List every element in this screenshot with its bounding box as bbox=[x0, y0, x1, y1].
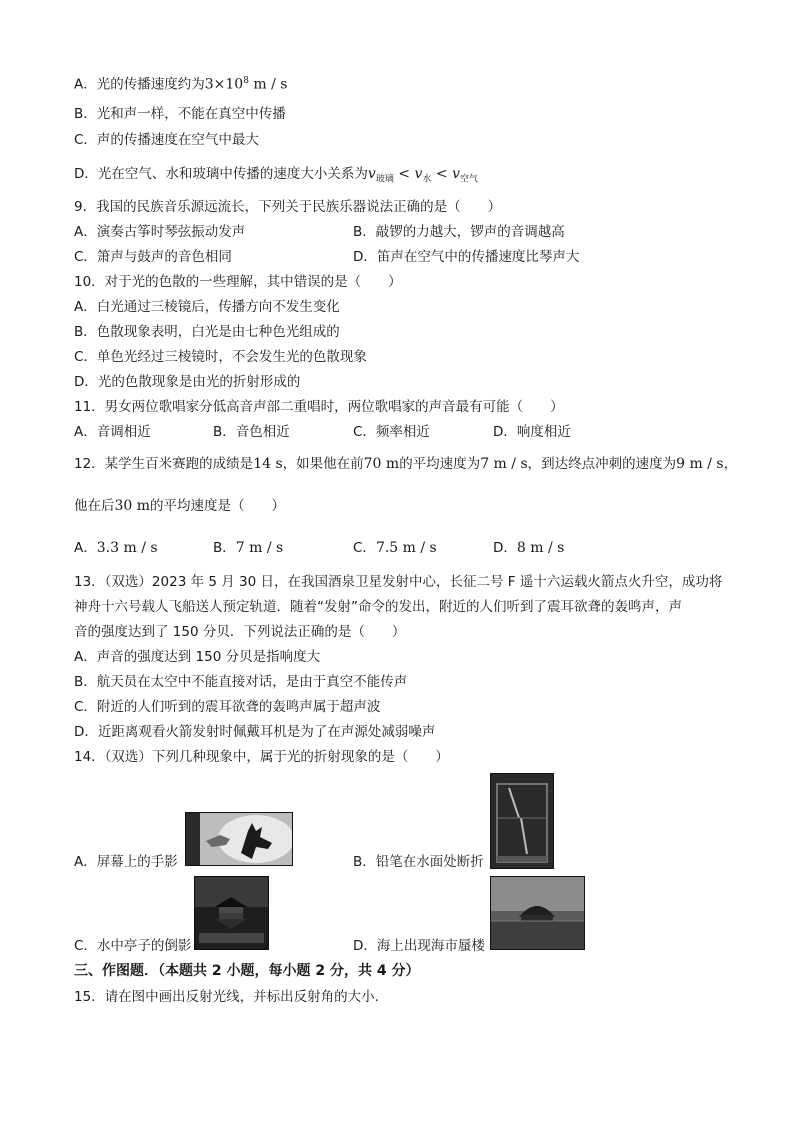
q9-option-a: A．演奏古筝时琴弦振动发声 bbox=[74, 224, 246, 240]
q14-option-b: B．铅笔在水面处断折 bbox=[353, 854, 484, 870]
q12-option-d bbox=[493, 539, 564, 557]
q9-option-b: B．敲锣的力越大，锣声的音调越高 bbox=[353, 224, 565, 240]
q11-option-d: D．响度相近 bbox=[493, 424, 571, 440]
q12-stem-line2 bbox=[74, 497, 285, 515]
q14-stem: 14．（双选）下列几种现象中，属于光的折射现象的是（ ） bbox=[74, 749, 449, 765]
q12-c-label: C． bbox=[353, 540, 376, 556]
q12-a-label: A． bbox=[74, 540, 97, 556]
q8-a-unit: m / s bbox=[248, 76, 288, 93]
q8-option-a bbox=[74, 72, 287, 94]
q12-d-value: 8 m / s bbox=[516, 540, 565, 556]
q14-option-a: A．屏幕上的手影 bbox=[74, 854, 178, 870]
q10-option-d: D．光的色散现象是由光的折射形成的 bbox=[74, 374, 301, 390]
pencil-in-water-image bbox=[490, 773, 554, 869]
q8-d-text: D．光在空气、水和玻璃中传播的速度大小关系为 bbox=[74, 166, 368, 182]
q12-d-label: D． bbox=[493, 540, 517, 556]
q12-text-1: 12．某学生百米赛跑的成绩是 bbox=[74, 456, 254, 472]
q8-option-c: C．声的传播速度在空气中最大 bbox=[74, 132, 259, 148]
q12-a-value: 3.3 m / s bbox=[96, 540, 158, 556]
q12-speed-1: 7 m / s bbox=[480, 456, 528, 472]
q12-text-3: 的平均速度为 bbox=[399, 456, 481, 472]
q12-c-value: 7.5 m / s bbox=[375, 540, 437, 556]
q8-d-v2: v bbox=[414, 166, 423, 182]
q13-option-a: A．声音的强度达到 150 分贝是指响度大 bbox=[74, 649, 321, 665]
q9-option-c: C．箫声与鼓声的音色相同 bbox=[74, 249, 232, 265]
q12-option-b bbox=[213, 539, 283, 557]
q15-stem: 15．请在图中画出反射光线，并标出反射角的大小． bbox=[74, 989, 389, 1005]
q10-option-a: A．白光通过三棱镜后，传播方向不发生变化 bbox=[74, 299, 340, 315]
q12-text-5: ， bbox=[723, 456, 738, 472]
q8-option-b: B．光和声一样，不能在真空中传播 bbox=[74, 106, 286, 122]
q14-option-d: D．海上出现海市蜃楼 bbox=[353, 938, 485, 954]
q11-option-c: C．频率相近 bbox=[353, 424, 430, 440]
q12-b-value: 7 m / s bbox=[235, 540, 284, 556]
q8-a-exponent: 8 bbox=[243, 76, 249, 86]
hand-shadow-image bbox=[185, 812, 293, 866]
q9-stem: 9．我国的民族音乐源远流长，下列关于民族乐器说法正确的是（ ） bbox=[74, 199, 502, 215]
mirage-image bbox=[490, 876, 585, 950]
q12-text-4: ，到达终点冲刺的速度为 bbox=[527, 456, 677, 472]
q13-stem-line1: 13．（双选）2023 年 5 月 30 日，在我国酒泉卫星发射中心，长征二号 F 遥十六运载火箭点火升空，成功将 bbox=[74, 574, 723, 590]
q11-option-a: A．音调相近 bbox=[74, 424, 151, 440]
q13-option-b: B．航天员在太空中不能直接对话，是由于真空不能传声 bbox=[74, 674, 408, 690]
q12-option-a bbox=[74, 539, 158, 557]
q12-stem-line1 bbox=[74, 455, 737, 473]
q9-option-d: D．笛声在空气中的传播速度比琴声大 bbox=[353, 249, 580, 265]
q12-text-7: 的平均速度是（ ） bbox=[150, 498, 286, 514]
q11-stem: 11．男女两位歌唱家分低高音声部二重唱时，两位歌唱家的声音最有可能（ ） bbox=[74, 399, 564, 415]
q8-d-sub-glass: 玻璃 bbox=[375, 174, 394, 185]
q12-distance-2: 30 m bbox=[114, 498, 151, 514]
q13-option-d: D．近距离观看火箭发射时佩戴耳机是为了在声源处减弱噪声 bbox=[74, 724, 436, 740]
q13-option-c: C．附近的人们听到的震耳欲聋的轰鸣声属于超声波 bbox=[74, 699, 381, 715]
q12-speed-2: 9 m / s bbox=[676, 456, 724, 472]
q12-text-6: 他在后 bbox=[74, 498, 115, 514]
q12-time: 14 s bbox=[253, 456, 283, 472]
q12-text-2: ，如果他在前 bbox=[282, 456, 364, 472]
q12-option-c bbox=[353, 539, 437, 557]
q8-d-v3: v bbox=[452, 166, 460, 182]
q11-option-b: B．音色相近 bbox=[213, 424, 290, 440]
q10-option-c: C．单色光经过三棱镜时，不会发生光的色散现象 bbox=[74, 349, 367, 365]
q8-a-value: 3×10 bbox=[204, 76, 244, 93]
q12-distance-1: 70 m bbox=[363, 456, 400, 472]
q8-option-d bbox=[74, 165, 478, 189]
q8-d-sub-water: 水 bbox=[422, 174, 432, 185]
q8-d-lt2: < bbox=[431, 166, 453, 182]
q10-stem: 10．对于光的色散的一些理解，其中错误的是（ ） bbox=[74, 274, 402, 290]
q10-option-b: B．色散现象表明，白光是由七种色光组成的 bbox=[74, 324, 340, 340]
q8-d-sub-air: 空气 bbox=[459, 174, 478, 185]
q12-b-label: B． bbox=[213, 540, 236, 556]
q14-option-c: C．水中亭子的倒影 bbox=[74, 938, 192, 954]
q8-a-text: A．光的传播速度约为 bbox=[74, 76, 205, 93]
q13-stem-line3: 音的强度达到了 150 分贝．下列说法正确的是（ ） bbox=[74, 624, 406, 640]
q8-d-lt1: < bbox=[393, 166, 415, 182]
q8-d-v1: v bbox=[367, 166, 376, 182]
section-3-heading: 三、作图题．（本题共 2 小题，每小题 2 分，共 4 分） bbox=[74, 963, 420, 979]
q13-stem-line2: 神舟十六号载人飞船送人预定轨道．随着“发射”命令的发出，附近的人们听到了震耳欲聋的轰鸣声，声 bbox=[74, 599, 682, 615]
pavilion-reflection-image bbox=[194, 876, 269, 950]
